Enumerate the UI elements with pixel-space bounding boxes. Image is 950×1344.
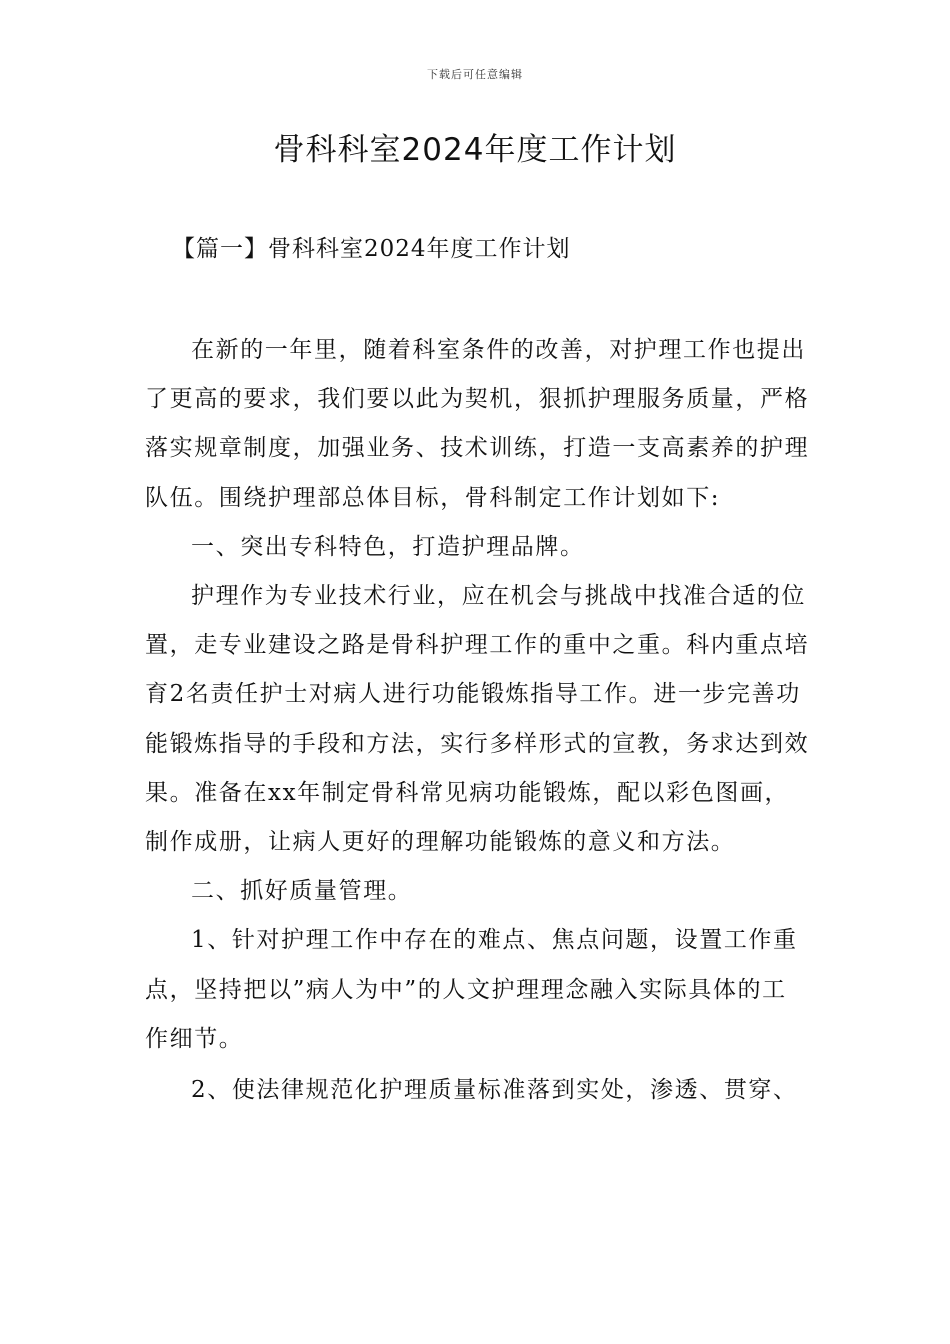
header-note: 下载后可任意编辑 [427, 68, 523, 81]
section-title: 【篇一】骨科科室2024年度工作计划 [172, 236, 571, 262]
paragraph-heading-1: 一、突出专科特色，打造护理品牌。 [191, 533, 585, 560]
paragraph-intro: 在新的一年里，随着科室条件的改善，对护理工作也提出了更高的要求，我们要以此为契机，狠抓护理服务质量，严格落实规章制度，加强业务、技术训练，打造一支高素养的护理队伍。围绕护理部总体目标，骨科制定工作计划如下: [145, 337, 810, 511]
paragraph-heading-2: 二、抓好质量管理。 [191, 878, 413, 905]
paragraph-specialty: 护理作为专业技术行业，应在机会与挑战中找准合适的位置，走专业建设之路是骨科护理工作的重中之重。科内重点培育2名责任护士对病人进行功能锻炼指导工作。进一步完善功能锻炼指导的手段和方法，实行多样形式的宣教，务求达到效果。准备在xx年制定骨科常见病功能锻炼，配以彩色图画，制作成册，让病人更好的理解功能锻炼的意义和方法。 [145, 583, 810, 856]
paragraph-item-1: 1、针对护理工作中存在的难点、焦点问题，设置工作重点，坚持把以”病人为中”的人文护理理念融入实际具体的工作细节。 [145, 927, 798, 1052]
document-title: 骨科科室2024年度工作计划 [273, 132, 677, 168]
document-body [145, 326, 810, 1115]
paragraph-item-2: 2、使法律规范化护理质量标准落到实处，渗透、贯穿、 [191, 1077, 798, 1104]
